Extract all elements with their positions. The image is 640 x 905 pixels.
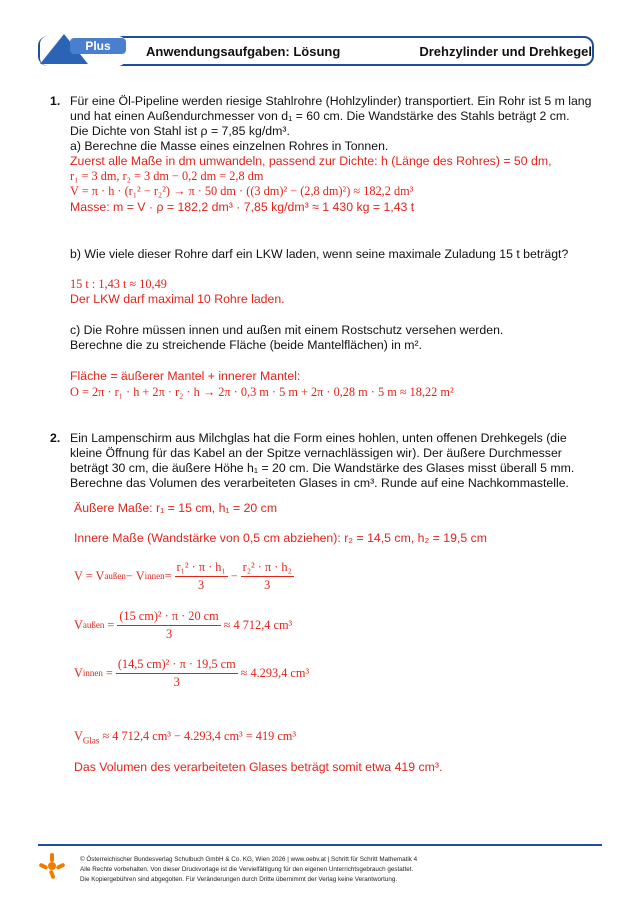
volume-outer-denominator: 3 [165,627,173,641]
task-2-inner-dimensions: Innere Maße (Wandstärke von 0,5 cm abziehen): r₂ = 14,5 cm, h₂ = 19,5 cm [74,531,488,545]
task-2-intro-3: beträgt 30 cm, die äußere Höhe h₁ = 20 cm. Die Wandstärke des Glases misst überall 5 mm. [70,461,575,475]
task-2-outer-dimensions: Äußere Maße: r₁ = 15 cm, h₁ = 20 cm [74,501,278,515]
footer-copyright: © Österreichischer Bundesverlag Schulbuch GmbH & Co. KG, Wien 2026 | www.oebv.at | Schritt für Schritt Mathematik 4 [80,856,418,863]
plus-logo-icon [40,32,126,68]
footer-rights: Alle Rechte vorbehalten. Von dieser Druckvorlage ist die Vervielfältigung für den eigenen Unterrichtsgebrauch gestattet. [80,866,414,873]
task-1a-question: a) Berechne die Masse eines einzelnen Rohres in Tonnen. [70,139,389,153]
publisher-logo-icon [38,852,66,880]
volume-glass-rest: ≈ 4 712,4 cm³ − 4.293,4 cm³ = 419 cm³ [99,729,297,743]
volume-inner-sub: innen [82,668,103,678]
task-1c-question-1: c) Die Rohre müssen innen und außen mit einem Rostschutz versehen werden. [70,323,504,337]
task-1-intro-2: und hat einen Außendurchmesser von d₁ = 60 cm. Die Wandstärke des Stahls beträgt 2 cm. [70,109,570,123]
volume-sub-outer: außen [104,571,126,581]
fraction-outer-cone [175,560,228,593]
footer-divider [38,844,602,846]
volume-inner-result: ≈ 4.293,4 cm³ [240,666,310,680]
fraction-volume-outer [117,609,220,642]
volume-inner-lhs: V [74,666,83,680]
fraction-volume-inner [116,657,238,690]
task-1-number: 1. [50,94,61,108]
worksheet-title: Anwendungsaufgaben: Lösung [146,44,341,59]
volume-glass-sub: Glas [82,735,100,746]
volume-inner-denominator: 3 [173,675,180,689]
fraction-inner-denominator: 3 [264,578,271,592]
task-2-conclusion: Das Volumen des verarbeiteten Glases beträgt somit etwa 419 cm³. [74,760,443,774]
task-2-intro-1: Ein Lampenschirm aus Milchglas hat die Form eines hohlen, unten offenen Drehkegels (die [70,431,567,445]
task-1-intro-3: Die Dichte von Stahl ist ρ = 7,85 kg/dm³. [70,124,290,138]
task-1b-question: b) Wie viele dieser Rohre darf ein LKW laden, wenn seine maximale Zuladung 15 t beträgt? [70,247,569,261]
volume-formula-minus: − V [125,569,145,583]
task-1c-solution-1: Fläche = äußerer Mantel + innerer Mantel: [70,369,301,383]
volume-inner-formula: V innen = $\frac{\text{(14,5 cm)² · π · 19,5 cm}}{3}$ ≈ 4.293,4 cm³ [74,657,310,689]
task-1a-solution-1: Zuerst alle Maße in dm umwandeln, passend zur Dichte: h (Länge des Rohres) = 50 dm, [70,154,552,168]
volume-inner-numerator: (14,5 cm)² · π · 19,5 cm [116,657,238,674]
task-1a-solution-3: V = π · h · (r₁² − r₂²) → π · 50 dm · ((3 dm)² − (2,8 dm)²) ≈ 182,2 dm³ [70,184,414,198]
task-1a-solution-4: Masse: m = V · ρ = 182,2 dm³ · 7,85 kg/dm³ ≈ 1 430 kg = 1,43 t [70,200,415,214]
volume-outer-numerator: (15 cm)² · π · 20 cm [117,609,220,626]
volume-outer-result: ≈ 4 712,4 cm³ [223,618,293,632]
task-1b-solution-2: Der LKW darf maximal 10 Rohre laden. [70,292,285,306]
volume-outer-lhs: V [74,618,83,632]
volume-glass-formula [74,729,296,748]
fraction-inner-cone [241,560,294,593]
task-2-intro-2: kleine Öffnung für das Kabel an der Spitze vernachlässigen wir). Der äußere Durchmesser [70,446,562,460]
footer-disclaimer: Die Kopiergebühren sind abgegolten. Für Veränderungen durch Dritte übernimmt der Verlag keine Verantwortung. [80,876,398,883]
worksheet-topic: Drehzylinder und Drehkegel [419,44,592,59]
volume-glass-lhs: V [74,729,83,743]
task-1a-solution-2: r₁ = 3 dm, r₂ = 3 dm − 0,2 dm = 2,8 dm [70,169,264,183]
task-1c-solution-2: O = 2π · r₁ · h + 2π · r₂ · h → 2π · 0,3 m · 5 m + 2π · 0,28 m · 5 m ≈ 18,22 m² [70,385,454,399]
volume-formula-eq: = [164,569,172,583]
volume-sub-inner: innen [144,571,165,581]
plus-badge: Plus [85,39,111,53]
task-2-number: 2. [50,431,61,445]
fraction-outer-numerator: r₁² · π · h₁ [175,560,228,577]
volume-outer-formula: V außen = $\frac{\text{(15 cm)² · π · 20 cm}}{3}$ ≈ 4 712,4 cm³ [74,609,293,641]
fraction-minus: − [230,569,238,583]
fraction-inner-numerator: r₂² · π · h₂ [241,560,294,577]
task-2-intro-4: Berechne das Volumen des verarbeiteten Glases in cm³. Runde auf eine Nachkommastelle. [70,476,569,490]
task-1b-solution-1: 15 t : 1,43 t ≈ 10,49 [70,277,167,291]
volume-formula [74,560,297,593]
volume-formula-lhs: V = V [74,569,105,583]
task-1c-question-2: Berechne die zu streichende Fläche (beide Mantelflächen) in m². [70,338,423,352]
task-1-intro-1: Für eine Öl-Pipeline werden riesige Stahlrohre (Hohlzylinder) transportiert. Ein Rohr ist 5 m lang [70,94,592,108]
fraction-outer-denominator: 3 [198,578,205,592]
volume-outer-sub: außen [82,620,105,630]
